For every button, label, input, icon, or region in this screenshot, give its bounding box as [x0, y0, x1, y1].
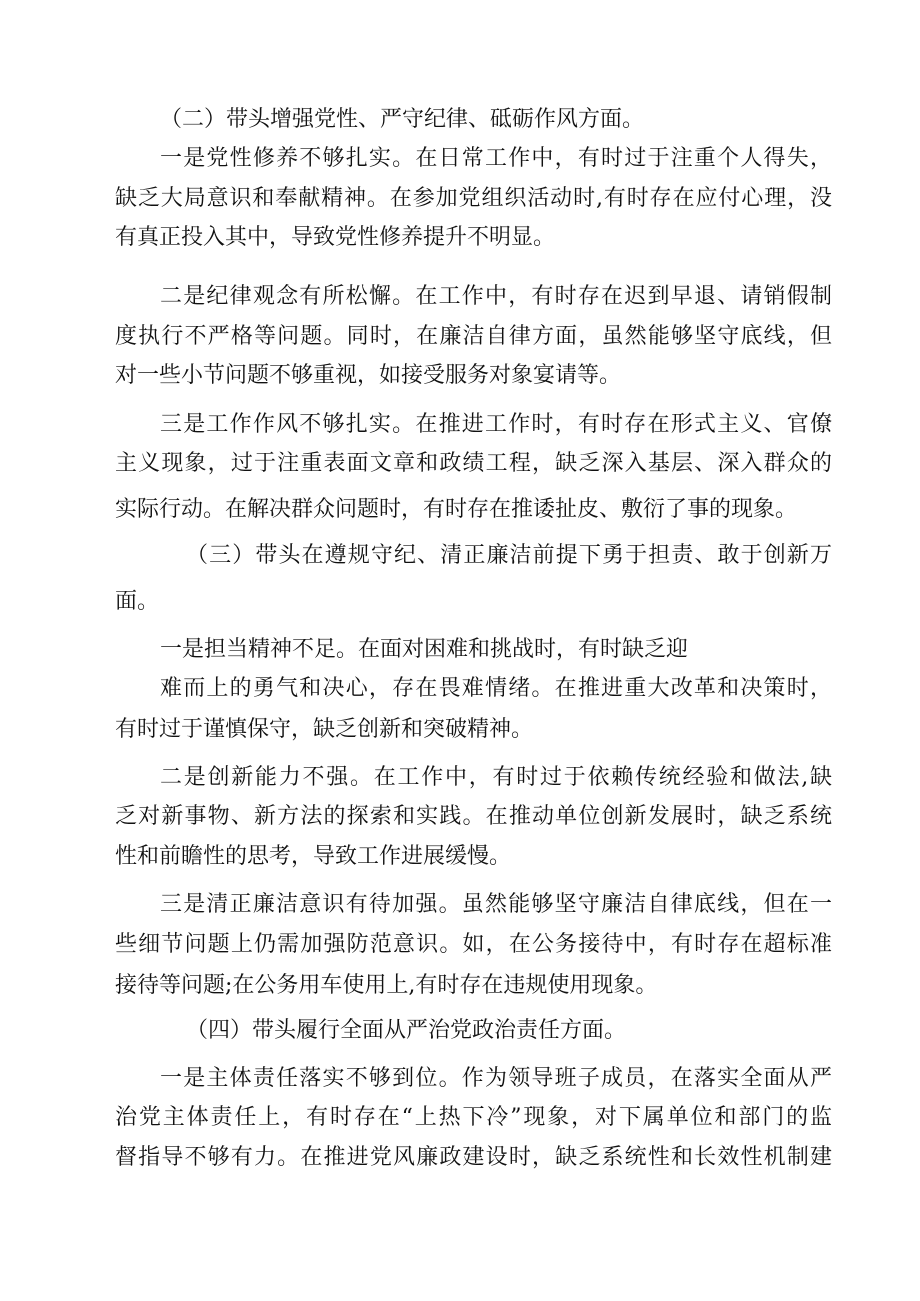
paragraph-line: 度执行不严格等问题。同时，在廉洁自律方面，虽然能够坚守底线，但: [115, 324, 832, 349]
section-heading-2: （二）带头增强党性、严守纪律、砥砺作风方面。: [160, 107, 645, 132]
section-heading-3: （三）带头在遵规守纪、清正廉洁前提下勇于担责、敢于创新万: [186, 543, 832, 568]
paragraph-line: 难而上的勇气和决心，存在畏难情绪。在推进重大改革和决策时，: [160, 676, 832, 701]
paragraph-line: 实际行动。在解决群众问题时，有时存在推诿扯皮、敷衍了事的现象。: [115, 497, 798, 522]
paragraph-line: 一是担当精神不足。在面对困难和挑战时，有时缺乏迎: [160, 637, 689, 662]
paragraph-line: 督指导不够有力。在推进党风廉政建设时，缺乏系统性和长效性机制建: [115, 1145, 832, 1170]
section-heading-4: （四）带头履行全面从严治党政治责任方面。: [186, 1018, 627, 1043]
paragraph-line: 些细节问题上仍需加强防范意识。如，在公务接待中，有时存在超标准: [115, 932, 832, 957]
paragraph-line: 缺乏大局意识和奉献精神。在参加党组织活动时,有时存在应付心理，没: [115, 186, 832, 211]
paragraph-line: 二是创新能力不强。在工作中，有时过于依赖传统经验和做法,缺: [160, 765, 832, 790]
paragraph-line: 三是工作作风不够扎实。在推进工作时，有时存在形式主义、官僚: [160, 412, 832, 437]
paragraph-line: 面。: [115, 589, 160, 614]
paragraph-line: 主义现象，过于注重表面文章和政绩工程，缺乏深入基层、深入群众的: [115, 451, 832, 476]
paragraph-line: 一是主体责任落实不够到位。作为领导班子成员，在落实全面从严: [160, 1066, 832, 1091]
paragraph-line: 一是党性修养不够扎实。在日常工作中，有时过于注重个人得失，: [160, 146, 832, 171]
paragraph-line: 接待等问题;在公务用车使用上,有时存在违规使用现象。: [115, 973, 658, 998]
paragraph-line: 二是纪律观念有所松懈。在工作中，有时存在迟到早退、请销假制: [160, 284, 832, 309]
paragraph-line: 对一些小节问题不够重视，如接受服务对象宴请等。: [115, 363, 622, 388]
paragraph-line: 乏对新事物、新方法的探索和实践。在推动单位创新发展时，缺乏系统: [115, 804, 832, 829]
paragraph-line: 性和前瞻性的思考，导致工作进展缓慢。: [115, 844, 512, 869]
paragraph-line: 三是清正廉洁意识有待加强。虽然能够坚守廉洁自律底线，但在一: [160, 892, 832, 917]
paragraph-line: 有时过于谨慎保守，缺乏创新和突破精神。: [115, 717, 534, 742]
paragraph-line: 治党主体责任上，有时存在“上热下冷”现象，对下属单位和部门的监: [115, 1105, 832, 1130]
paragraph-line: 有真正投入其中，导致党性修养提升不明显。: [115, 225, 556, 250]
